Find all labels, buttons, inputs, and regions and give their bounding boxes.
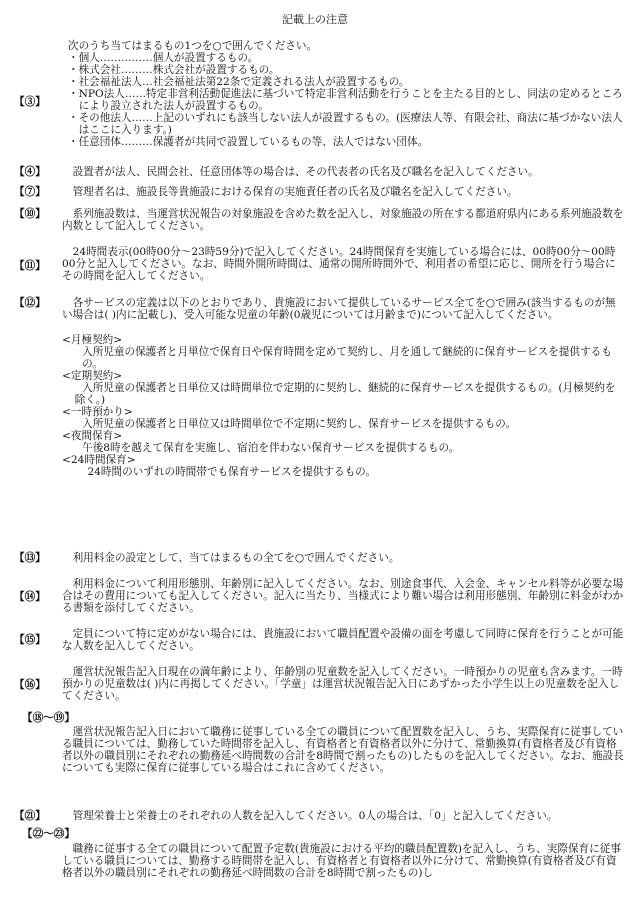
- section-label: 【㉑】: [14, 810, 46, 822]
- section-21-text: 管理栄養士と栄養士のそれぞれの人数を記入してください。0人の場合は、「0」と記入してください。: [72, 810, 558, 822]
- service-heading: <定期契約>: [62, 370, 123, 382]
- section-label: 【⑯】: [14, 679, 46, 691]
- section-15-text: 定員について特に定めがない場合には、貴施設において職員配置や設備の面を考慮して同時に保育を行うことが可能な人数を記入してください。: [62, 628, 624, 652]
- section-label: 【⑱～⑲】: [22, 712, 75, 724]
- section-10-text: 系列施設数は、当運営状況報告の対象施設を含めた数を記入し、対象施設の所在する都道府県内にある系列施設数を内数として記入してください。: [62, 208, 624, 232]
- section-18-19-text: 運営状況報告記入日において職務に従事している全ての職員について配置数を記入し、うち、実際保育に従事している職員については、勤務していた時間帯を記入し、有資格者と有資格者以外に分けて、常勤換算(有資格者及び有資格者以外の職員別にそれぞれの勤務延べ時間数の合計を8時間で割ったもの)したものを記入してください。なお、施設長についても実際に保育に従事している場合はこれに含めてください。: [62, 726, 624, 774]
- section-label: 【⑦】: [14, 186, 46, 198]
- page-title: 記載上の注意: [282, 13, 348, 26]
- section-label: 【⑪】: [14, 260, 46, 272]
- list-item: ・任意団体………保護者が共同で設置しているもの等、法人ではない団体。: [68, 136, 429, 148]
- section-label: 【⑩】: [14, 208, 46, 220]
- service-heading: <一時預かり>: [62, 406, 133, 418]
- section-label: 【③】: [14, 96, 46, 108]
- section-13-text: 利用料金の設定として、当てはまるもの全てを○で囲んでください。: [72, 552, 400, 564]
- list-item: ・個人……………個人が設置するもの。: [68, 52, 259, 64]
- section-label: 【⑬】: [14, 552, 46, 564]
- service-description: 24時間のいずれの時間帯でも保育サービスを提供するもの。: [87, 466, 376, 478]
- service-description: 入所児童の保護者と日単位又は時間単位で不定期に契約し、保育サービスを提供するもの。: [82, 418, 517, 430]
- section-12-text: 各サービスの定義は以下のとおりであり、貴施設において提供しているサービス全てを○で囲み(該当するものが無い場合は( )内に記載し)、受入可能な児童の年齢(0歳児については月齢まで)について記入してください。: [62, 297, 616, 321]
- service-description: 入所児童の保護者と日単位又は時間単位で定期的に契約し、継続的に保育サービスを提供するもの。(月極契約を除く。): [74, 382, 616, 406]
- service-heading: <月極契約>: [62, 334, 123, 346]
- section-label: 【④】: [14, 166, 46, 178]
- service-description: 午後8時を越えて保育を実施し、宿泊を伴わない保育サービスを提供するもの。: [82, 442, 460, 454]
- service-description: 入所児童の保護者と月単位で保育日や保育時間を定めて契約し、月を通して継続的に保育サービスを提供するもの。: [82, 346, 612, 370]
- service-heading: <24時間保育>: [62, 454, 136, 466]
- list-item: ・NPO法人……特定非営利活動促進法に基づいて特定非営利活動を行うことを主たる目的とし、同法の定めるところにより設立された法人が設置するもの。: [68, 88, 623, 112]
- section-label: 【⑫】: [14, 297, 46, 309]
- list-item: ・株式会社………株式会社が設置するもの。: [68, 64, 280, 76]
- section-7-text: 管理者名は、施設長等貴施設における保育の実施責任者の氏名及び職名を記入してください。: [72, 186, 518, 198]
- list-item: ・その他法人……上記のいずれにも該当しない法人が設置するもの。(医療法人等、有限会社、商法に基づかない法人はここに入ります。): [68, 112, 623, 136]
- section-3-intro: 次のうち当てはまるもの1つを○で囲んでください。: [68, 40, 318, 52]
- section-14-text: 利用料金について利用形態別、年齢別に記入してください。なお、別途食事代、入会金、キャンセル料等が必要な場合はその費用についても記入してください。記入に当たり、当様式により難い場合は利用形態別、年齢別に料金がわかる書類を添付してください。: [62, 578, 624, 614]
- section-4-text: 設置者が法人、民間会社、任意団体等の場合は、その代表者の氏名及び職名を記入してください。: [72, 166, 539, 178]
- section-11-text: 24時間表示(00時00分～23時59分)で記入してください。24時間保育を実施している場合には、00時00分～00時00分と記入してください。なお、時間外開所時間は、通常の開所時間外で、利用者の希望に応じ、開所を行う場合にその時間を記入してください。: [62, 246, 616, 282]
- section-16-text: 運営状況報告記入日現在の満年齢により、年齢別の児童数を記入してください。一時預かりの児童も含みます。一時預かりの児童数は( )内に再掲してください。「学童」は運営状況報告記入日にあずかった小学生以上の児童数を記入してください。: [62, 666, 623, 702]
- section-22-23-text: 職務に従事する全ての職員について配置予定数(貴施設における平均的職員配置数)を記入し、うち、実際保育に従事している職員については、勤務する時間帯を記入し、有資格者と有資格者以外に分けて、常勤換算(有資格者及び有資格者以外の職員別にそれぞれの勤務延べ時間数の合計を8時間で割ったもの)し: [62, 843, 621, 879]
- list-item: ・社会福祉法人…社会福祉法第22条で定義される法人が設置するもの。: [68, 76, 410, 88]
- section-label: 【⑮】: [14, 634, 46, 646]
- section-label: 【㉒～㉓】: [22, 828, 75, 840]
- service-heading: <夜間保育>: [62, 430, 123, 442]
- section-label: 【⑭】: [14, 591, 46, 603]
